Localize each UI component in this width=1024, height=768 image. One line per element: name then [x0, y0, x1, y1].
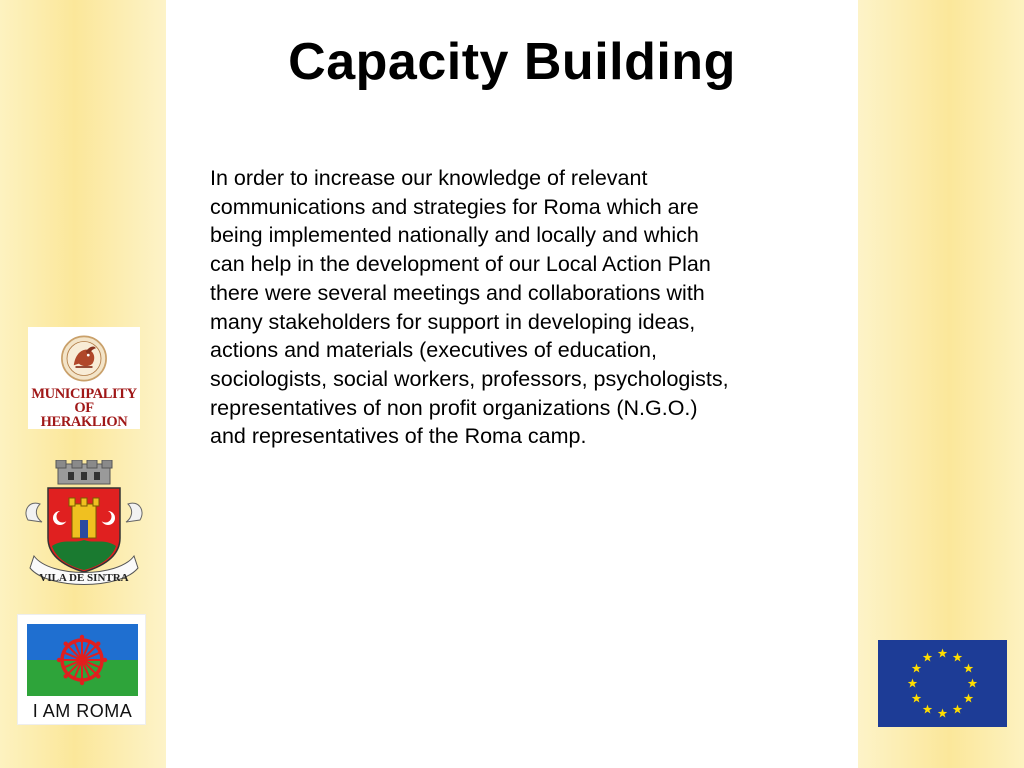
- roma-logo-text: I AM ROMA: [32, 701, 133, 721]
- sintra-ribbon-text: VILA DE SINTRA: [39, 572, 129, 584]
- roma-flag-icon: [27, 624, 138, 696]
- eu-flag-icon: [878, 640, 1007, 727]
- slide-body-text: In order to increase our knowledge of relevant communications and strategies for Roma which are being implemented nationally and locally and which can help in the development of our Local Action Plan there were several meetings and collaborations with many stakeholders for support in developing ideas, actions and materials (executives of education, sociologists, social workers, professors, psychologists, representatives of non profit organizations (N.G.O.) and representatives of the Roma camp.: [210, 166, 729, 449]
- sintra-shield-icon: [20, 460, 148, 590]
- sintra-coat-of-arms: [20, 460, 148, 590]
- eu-flag: [878, 640, 1007, 727]
- heraklion-text: [28, 387, 140, 429]
- slide-title: Capacity Building: [288, 33, 736, 91]
- heraklion-emblem-icon: [56, 333, 112, 384]
- heraklion-text-line2: HERAKLION: [40, 414, 128, 430]
- roma-logo: [17, 614, 146, 725]
- heraklion-logo: [28, 327, 140, 429]
- heraklion-text-line1: MUNICIPALITY OF: [31, 386, 137, 416]
